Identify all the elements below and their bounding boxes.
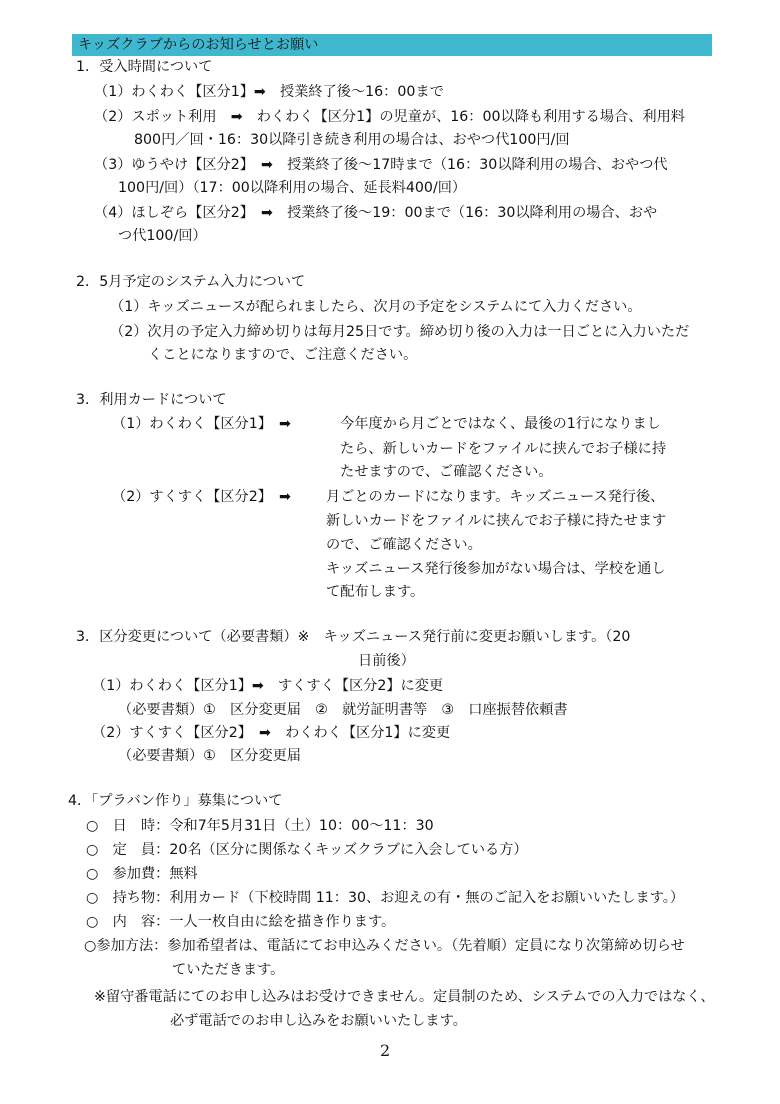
s1-line: （1）わくわく【区分1】➡ 授業終了後～16：00まで xyxy=(94,84,444,100)
s3-line: （1）わくわく【区分1】 ➡ xyxy=(112,416,291,432)
section4-heading: 3．区分変更について（必要書類）※ キッズニュース発行前に変更お願いします。（20 xyxy=(76,629,631,645)
event-row-capacity: ○ 定 員：20名（区分に関係なくキッズクラブに入会している方） xyxy=(86,842,528,858)
s4-line: （必要書類）① 区分変更届 xyxy=(118,748,301,764)
notice-line: ※留守番電話にてのお申し込みはお受けできません。定員制のため、システムでの入力ではなく、 xyxy=(94,989,715,1005)
s1-line: （2）スポット利用 ➡ わくわく【区分1】の児童が、16：00以降も利用する場合、利用料 xyxy=(94,109,685,125)
s2-line: （1）キッズニュースが配られましたら、次月の予定をシステムにて入力ください。 xyxy=(110,299,642,315)
s3-line: 月ごとのカードになります。キッズニュース発行後、 xyxy=(326,489,665,505)
s3-line: キッズニュース発行後参加がない場合は、学校を通し xyxy=(326,561,666,577)
s1-line: 800円／回・16：30以降引き続き利用の場合は、おやつ代100円/回 xyxy=(134,132,570,148)
banner-title: キッズクラブからのお知らせとお願い xyxy=(78,37,319,53)
s3-line: 今年度から月ごとではなく、最後の1行になりまし xyxy=(340,416,661,432)
section2-heading: 2．5月予定のシステム入力について xyxy=(76,274,306,290)
s3-line: 新しいカードをファイルに挟んでお子様に持たせます xyxy=(326,513,667,529)
event-row-fee: ○ 参加費：無料 xyxy=(86,866,198,882)
section-banner xyxy=(72,34,712,56)
s1-line: （3）ゆうやけ【区分2】 ➡ 授業終了後～17時まで（16：30以降利用の場合、おやつ代 xyxy=(94,157,668,173)
s3-line: ので、ご確認ください。 xyxy=(326,537,482,553)
s4-line: （必要書類）① 区分変更届 ② 就労証明書等 ③ 口座振替依頼書 xyxy=(118,702,568,718)
event-row-content: ○ 内 容：一人一枚自由に絵を描き作ります。 xyxy=(86,914,396,930)
section1-heading: 1．受入時間について xyxy=(76,59,213,75)
s3-line: （2）すくすく【区分2】 ➡ xyxy=(112,489,291,505)
s3-line: たせますので、ご確認ください。 xyxy=(340,464,553,480)
s1-line: つ代100/回） xyxy=(118,228,207,244)
s1-line: （4）ほしぞら【区分2】 ➡ 授業終了後～19：00まで（16：30以降利用の場合、おや xyxy=(94,205,658,221)
s4-line: （2）すくすく【区分2】 ➡ わくわく【区分1】に変更 xyxy=(92,725,451,741)
event-row-method-cont: ていただきます。 xyxy=(172,962,285,978)
event-row-method: ○参加方法：参加希望者は、電話にてお申込みください。（先着順）定員になり次第締め切らせ xyxy=(84,938,685,954)
s3-line: たら、新しいカードをファイルに挟んでお子様に持 xyxy=(340,441,667,457)
s1-line: 100円/回）（17：00以降利用の場合、延長料400/回） xyxy=(118,180,467,196)
event-row-date: ○ 日 時：令和7年5月31日（土）10：00～11：30 xyxy=(86,818,434,834)
section3-heading: 3．利用カードについて xyxy=(76,392,227,408)
notice-line: 必ず電話でのお申し込みをお願いいたします。 xyxy=(170,1013,467,1029)
s2-line: くことになりますので、ご注意ください。 xyxy=(148,347,418,363)
section5-heading: 4．「プラバン作り」募集について xyxy=(68,793,283,809)
page-number: 2 xyxy=(380,1041,391,1060)
s3-line: て配布します。 xyxy=(326,584,425,600)
s2-line: （2）次月の予定入力締め切りは毎月25日です。締め切り後の入力は一日ごとに入力いただ xyxy=(110,324,690,340)
s4-line: （1）わくわく【区分1】➡ すくすく【区分2】に変更 xyxy=(92,678,444,694)
event-row-items: ○ 持ち物：利用カード（下校時間 11：30、お迎えの有・無のご記入をお願いいたします。） xyxy=(86,890,685,906)
s4-line: 日前後） xyxy=(358,653,415,669)
